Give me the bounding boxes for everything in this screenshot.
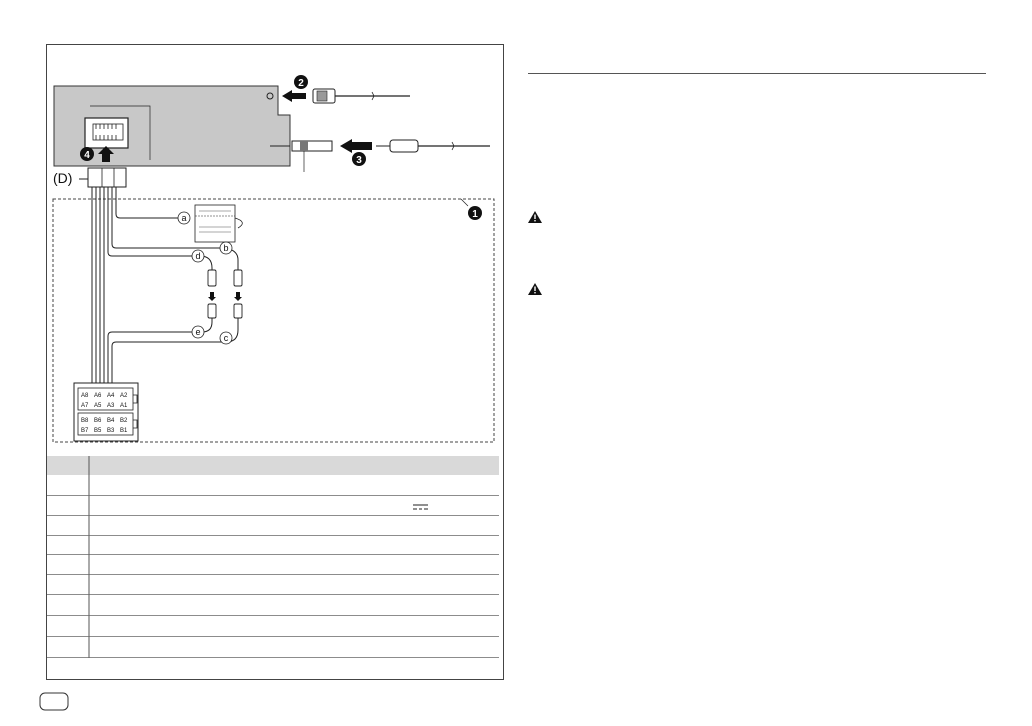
wire-letter-a — [178, 212, 190, 224]
svg-text:2: 2 — [298, 78, 304, 89]
pin-table — [47, 456, 499, 658]
wire-letter-d — [192, 250, 204, 262]
pin-a7: A7 — [81, 403, 89, 409]
connector-d — [88, 168, 126, 187]
remote-label-box — [195, 205, 235, 242]
pin-b7: B7 — [81, 428, 89, 434]
arrow-down-icon — [208, 292, 216, 301]
connector-label: (D) — [53, 170, 73, 186]
pin-a6: A6 — [94, 393, 102, 399]
pin-a4: A4 — [107, 393, 115, 399]
svg-text:b: b — [223, 243, 229, 253]
svg-text:1: 1 — [472, 209, 478, 220]
pin-b4: B4 — [107, 418, 115, 424]
svg-text:e: e — [195, 327, 201, 337]
warning-triangle-icon-2 — [528, 283, 542, 295]
svg-text:c: c — [223, 333, 229, 343]
table-header — [47, 456, 499, 475]
pin-a3: A3 — [107, 403, 115, 409]
dc-symbol-icon — [413, 505, 428, 509]
svg-text:d: d — [195, 251, 201, 261]
pin-a2: A2 — [120, 393, 128, 399]
pin-a8: A8 — [81, 393, 89, 399]
svg-text:3: 3 — [356, 155, 362, 166]
pin-a5: A5 — [94, 403, 102, 409]
wire-letter-e — [192, 326, 204, 338]
pin-b1: B1 — [120, 428, 128, 434]
pin-a1: A1 — [120, 403, 128, 409]
svg-text:a: a — [181, 213, 187, 223]
rear-connector — [85, 118, 128, 148]
arrow-left-icon — [282, 90, 306, 102]
pin-b8: B8 — [81, 418, 89, 424]
svg-text:4: 4 — [84, 150, 90, 161]
pin-b3: B3 — [107, 428, 115, 434]
arrow-left-icon-2 — [340, 139, 372, 153]
arrow-down-icon-2 — [234, 292, 242, 301]
wire-letter-c — [220, 332, 232, 344]
page-number-tab — [40, 693, 68, 710]
wire-letter-b — [220, 242, 232, 254]
warning-triangle-icon — [528, 211, 542, 223]
pin-b6: B6 — [94, 418, 102, 424]
pin-b5: B5 — [94, 428, 102, 434]
pin-b2: B2 — [120, 418, 128, 424]
